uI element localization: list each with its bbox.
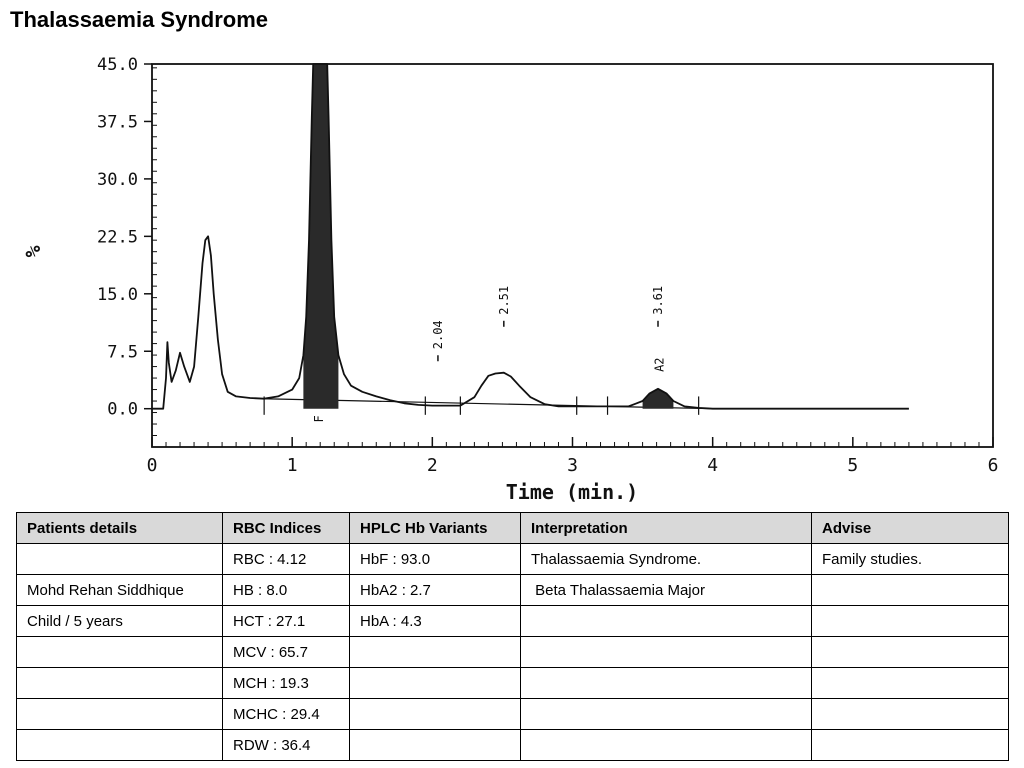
table-cell <box>521 668 812 699</box>
column-header-interpretation: Interpretation <box>521 513 812 544</box>
peak-annotation: F <box>311 415 326 423</box>
chromatogram-chart <box>0 40 1024 510</box>
y-tick-label: 37.5 <box>97 112 138 133</box>
series-line <box>152 64 909 409</box>
table-cell <box>350 637 521 668</box>
table-cell: Mohd Rehan Siddhique <box>17 575 223 606</box>
column-header-hplc-hb-variants: HPLC Hb Variants <box>350 513 521 544</box>
plot-frame <box>152 64 993 447</box>
table-cell: Family studies. <box>812 544 1009 575</box>
table-cell <box>17 637 223 668</box>
table-cell <box>521 637 812 668</box>
peak-label: 2.51 <box>496 285 511 315</box>
page-title: Thalassaemia Syndrome <box>10 7 269 32</box>
table-cell: RBC : 4.12 <box>223 544 350 575</box>
table-cell <box>17 668 223 699</box>
x-tick-label: 2 <box>426 455 438 476</box>
x-tick-label: 6 <box>987 455 999 476</box>
table-row <box>17 637 1009 668</box>
column-header-patients-details: Patients details <box>17 513 223 544</box>
table-cell: MCHC : 29.4 <box>223 699 350 730</box>
y-axis-title: % <box>21 245 45 258</box>
x-tick-label: 1 <box>286 455 298 476</box>
table-row <box>17 699 1009 730</box>
table-cell <box>521 699 812 730</box>
table-cell: Thalassaemia Syndrome. <box>521 544 812 575</box>
table-row <box>17 606 1009 637</box>
table-cell <box>350 730 521 761</box>
table-cell <box>812 730 1009 761</box>
x-axis-title: Time (min.) <box>505 480 639 504</box>
table-row <box>17 668 1009 699</box>
table-cell <box>812 668 1009 699</box>
y-tick-label: 22.5 <box>97 227 138 248</box>
y-tick-label: 7.5 <box>107 342 138 363</box>
peak-annotation: A2 <box>652 357 667 372</box>
table-cell: MCV : 65.7 <box>223 637 350 668</box>
table-cell <box>812 575 1009 606</box>
table-cell: HB : 8.0 <box>223 575 350 606</box>
table-cell <box>350 668 521 699</box>
peak-label: 2.04 <box>430 320 445 350</box>
table-cell: HbF : 93.0 <box>350 544 521 575</box>
table-cell: HbA2 : 2.7 <box>350 575 521 606</box>
x-tick-label: 3 <box>567 455 578 476</box>
table-cell <box>17 730 223 761</box>
table-cell <box>521 606 812 637</box>
table-cell <box>17 699 223 730</box>
hba2-peak-area <box>643 389 674 409</box>
peak-label: 3.61 <box>651 285 666 315</box>
table-cell <box>350 699 521 730</box>
y-tick-label: 0.0 <box>107 399 138 420</box>
table-row <box>17 575 1009 606</box>
table-cell: Beta Thalassaemia Major <box>521 575 812 606</box>
table-row <box>17 730 1009 761</box>
x-tick-label: 5 <box>847 455 859 476</box>
table-cell <box>812 606 1009 637</box>
column-header-rbc-indices: RBC Indices <box>223 513 350 544</box>
table-cell <box>812 699 1009 730</box>
table-cell: HbA : 4.3 <box>350 606 521 637</box>
x-tick-label: 0 <box>146 455 158 476</box>
table-cell: MCH : 19.3 <box>223 668 350 699</box>
table-cell <box>17 544 223 575</box>
report-table <box>16 512 1009 761</box>
table-cell: HCT : 27.1 <box>223 606 350 637</box>
table-cell <box>812 637 1009 668</box>
x-tick-label: 4 <box>707 455 719 476</box>
table-cell <box>521 730 812 761</box>
table-header-row <box>17 513 1009 544</box>
column-header-advise: Advise <box>812 513 1009 544</box>
table-cell: RDW : 36.4 <box>223 730 350 761</box>
y-tick-label: 30.0 <box>97 169 138 190</box>
y-tick-label: 15.0 <box>97 284 138 305</box>
table-row <box>17 544 1009 575</box>
y-tick-label: 45.0 <box>97 55 138 75</box>
table-cell: Child / 5 years <box>17 606 223 637</box>
